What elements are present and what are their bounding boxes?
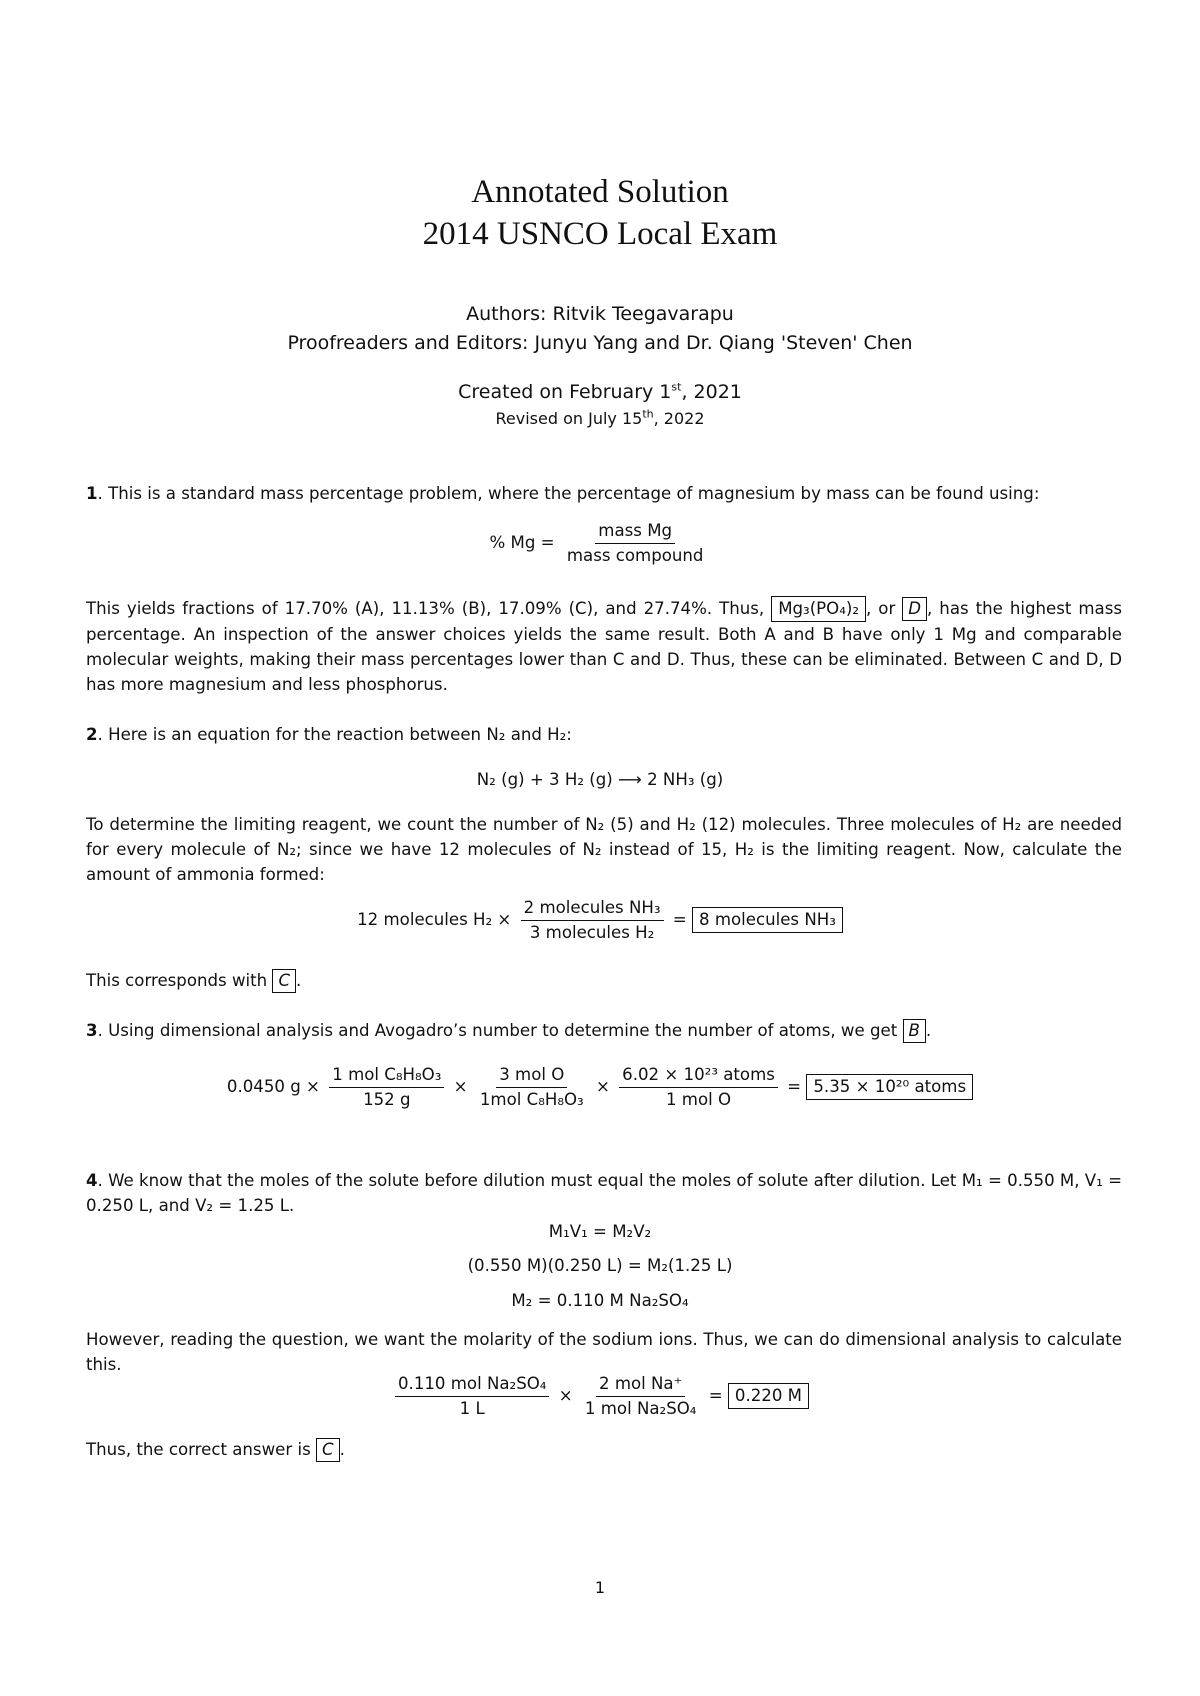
q4-fraction-2: $\frac{\text{2 mol Na⁺}}{\text{1 mol Na₂SO₄}}$	[584, 1374, 697, 1418]
q1-mass-percent-equation: % Mg = $\frac{\text{mass Mg}}{\text{mass compound}}$	[0, 519, 1200, 568]
q3-intro: 3. Using dimensional analysis and Avogadro’s number to determine the number of atoms, we get B .	[86, 1018, 1122, 1043]
page-number: 1	[594, 1578, 606, 1597]
q4-conclusion: Thus, the correct answer is C .	[86, 1437, 1122, 1462]
revised-date: Revised on July 15th, 2022	[495, 407, 705, 428]
q3-result-box: 5.35 × 10²⁰ atoms	[806, 1074, 973, 1100]
q3-fraction-3: $\frac{\text{6.02 × 10²³ atoms}}{\text{1 mol O}}$	[619, 1063, 778, 1112]
q1-answer-compound-box: Mg₃(PO₄)₂	[771, 596, 866, 622]
doc-title: Annotated Solution	[471, 174, 729, 210]
q4-sodium-calculation: $\frac{\text{0.110 mol Na₂SO₄}}{1 L}$ × $\frac{\text{2 mol Na⁺}}{\text{1 mol Na₂SO₄}}$ = 0.220 M	[0, 1372, 1200, 1421]
q1-intro: 1. This is a standard mass percentage problem, where the percentage of magnesium by mass can be found using:	[86, 484, 1040, 503]
q2-reaction-equation: N₂ (g) + 3 H₂ (g) ⟶ 2 NH₃ (g)	[476, 770, 724, 789]
q2-conclusion: This corresponds with C .	[86, 968, 1122, 993]
doc-subtitle: 2014 USNCO Local Exam	[422, 216, 778, 252]
q2-intro: 2. Here is an equation for the reaction between N₂ and H₂:	[86, 725, 572, 744]
q2-result-box: 8 molecules NH₃	[692, 907, 843, 933]
q3-fraction-2: $\frac{\text{3 mol O}}{\text{1mol C₈H₈O₃}}$	[479, 1065, 584, 1109]
q4-intro: 4. We know that the moles of the solute before dilution must equal the moles of solute after dilution. Let M₁ = 0.550 M, V₁ = 0.250 L, and V₂ = 1.25 L.	[86, 1171, 1122, 1215]
q3-fraction-1: $\frac{\text{1 mol C₈H₈O₃}}{152 g}$	[329, 1063, 444, 1112]
created-date: Created on February 1st, 2021	[458, 380, 742, 403]
q4-explanation: However, reading the question, we want the molarity of the sodium ions. Thus, we can do dimensional analysis to calculate this.	[86, 1330, 1122, 1374]
q1-answer-letter-box: D	[902, 597, 927, 621]
q1-fraction: $\frac{\text{mass Mg}}{\text{mass compound}}$	[566, 521, 704, 565]
q2-fraction: $\frac{\text{2 molecules NH₃}}{\text{3 molecules H₂}}$	[521, 896, 664, 945]
q2-explanation: To determine the limiting reagent, we count the number of N₂ (5) and H₂ (12) molecules. Three molecules of H₂ are needed for every molecule of N₂; since we have 12 molecules of N₂ instead of 15, H₂ is the limiting reagent. Now, calculate the amount of ammonia formed:	[86, 815, 1122, 884]
q2-ammonia-calculation: 12 molecules H₂ × $\frac{\text{2 molecules NH₃}}{\text{3 molecules H₂}}$ = 8 molecules NH₃	[0, 896, 1200, 945]
q4-dilution-equation: M₁V₁ = M₂V₂	[548, 1222, 652, 1241]
q4-fraction-1: $\frac{\text{0.110 mol Na₂SO₄}}{1 L}$	[395, 1372, 549, 1421]
q4-result-box: 0.220 M	[728, 1383, 809, 1409]
q3-atom-calculation: 0.0450 g × $\frac{\text{1 mol C₈H₈O₃}}{152 g}$ × $\frac{\text{3 mol O}}{\text{1mol C₈H₈O₃}}$ × $\frac{\text{6.02 × 10²³ atoms}}{\text{1 mol O}}$ = 5.35 × 10²⁰ atoms	[0, 1063, 1200, 1112]
authors-line: Authors: Ritvik Teegavarapu	[466, 303, 734, 325]
q4-substituted-equation: (0.550 M)(0.250 L) = M₂(1.25 L)	[467, 1256, 733, 1275]
q1-explanation: This yields fractions of 17.70% (A), 11.13% (B), 17.09% (C), and 27.74%. Thus, Mg₃(PO₄)₂ , or D , has the highest mass percentage. An inspection of the answer choices yields the same result. Both A and B have only 1 Mg and comparable molecular weights, making their mass percentages lower than C and D. Thus, these can be eliminated. Between C and D, D has more magnesium and less phosphorus.	[86, 596, 1122, 697]
q4-final-molarity: M₂ = 0.110 M Na₂SO₄	[511, 1291, 689, 1310]
q2-answer-letter-box: C	[272, 969, 296, 993]
q3-answer-letter-box: B	[903, 1019, 926, 1043]
q4-answer-letter-box: C	[316, 1438, 340, 1462]
editors-line: Proofreaders and Editors: Junyu Yang and Dr. Qiang 'Steven' Chen	[287, 332, 913, 354]
